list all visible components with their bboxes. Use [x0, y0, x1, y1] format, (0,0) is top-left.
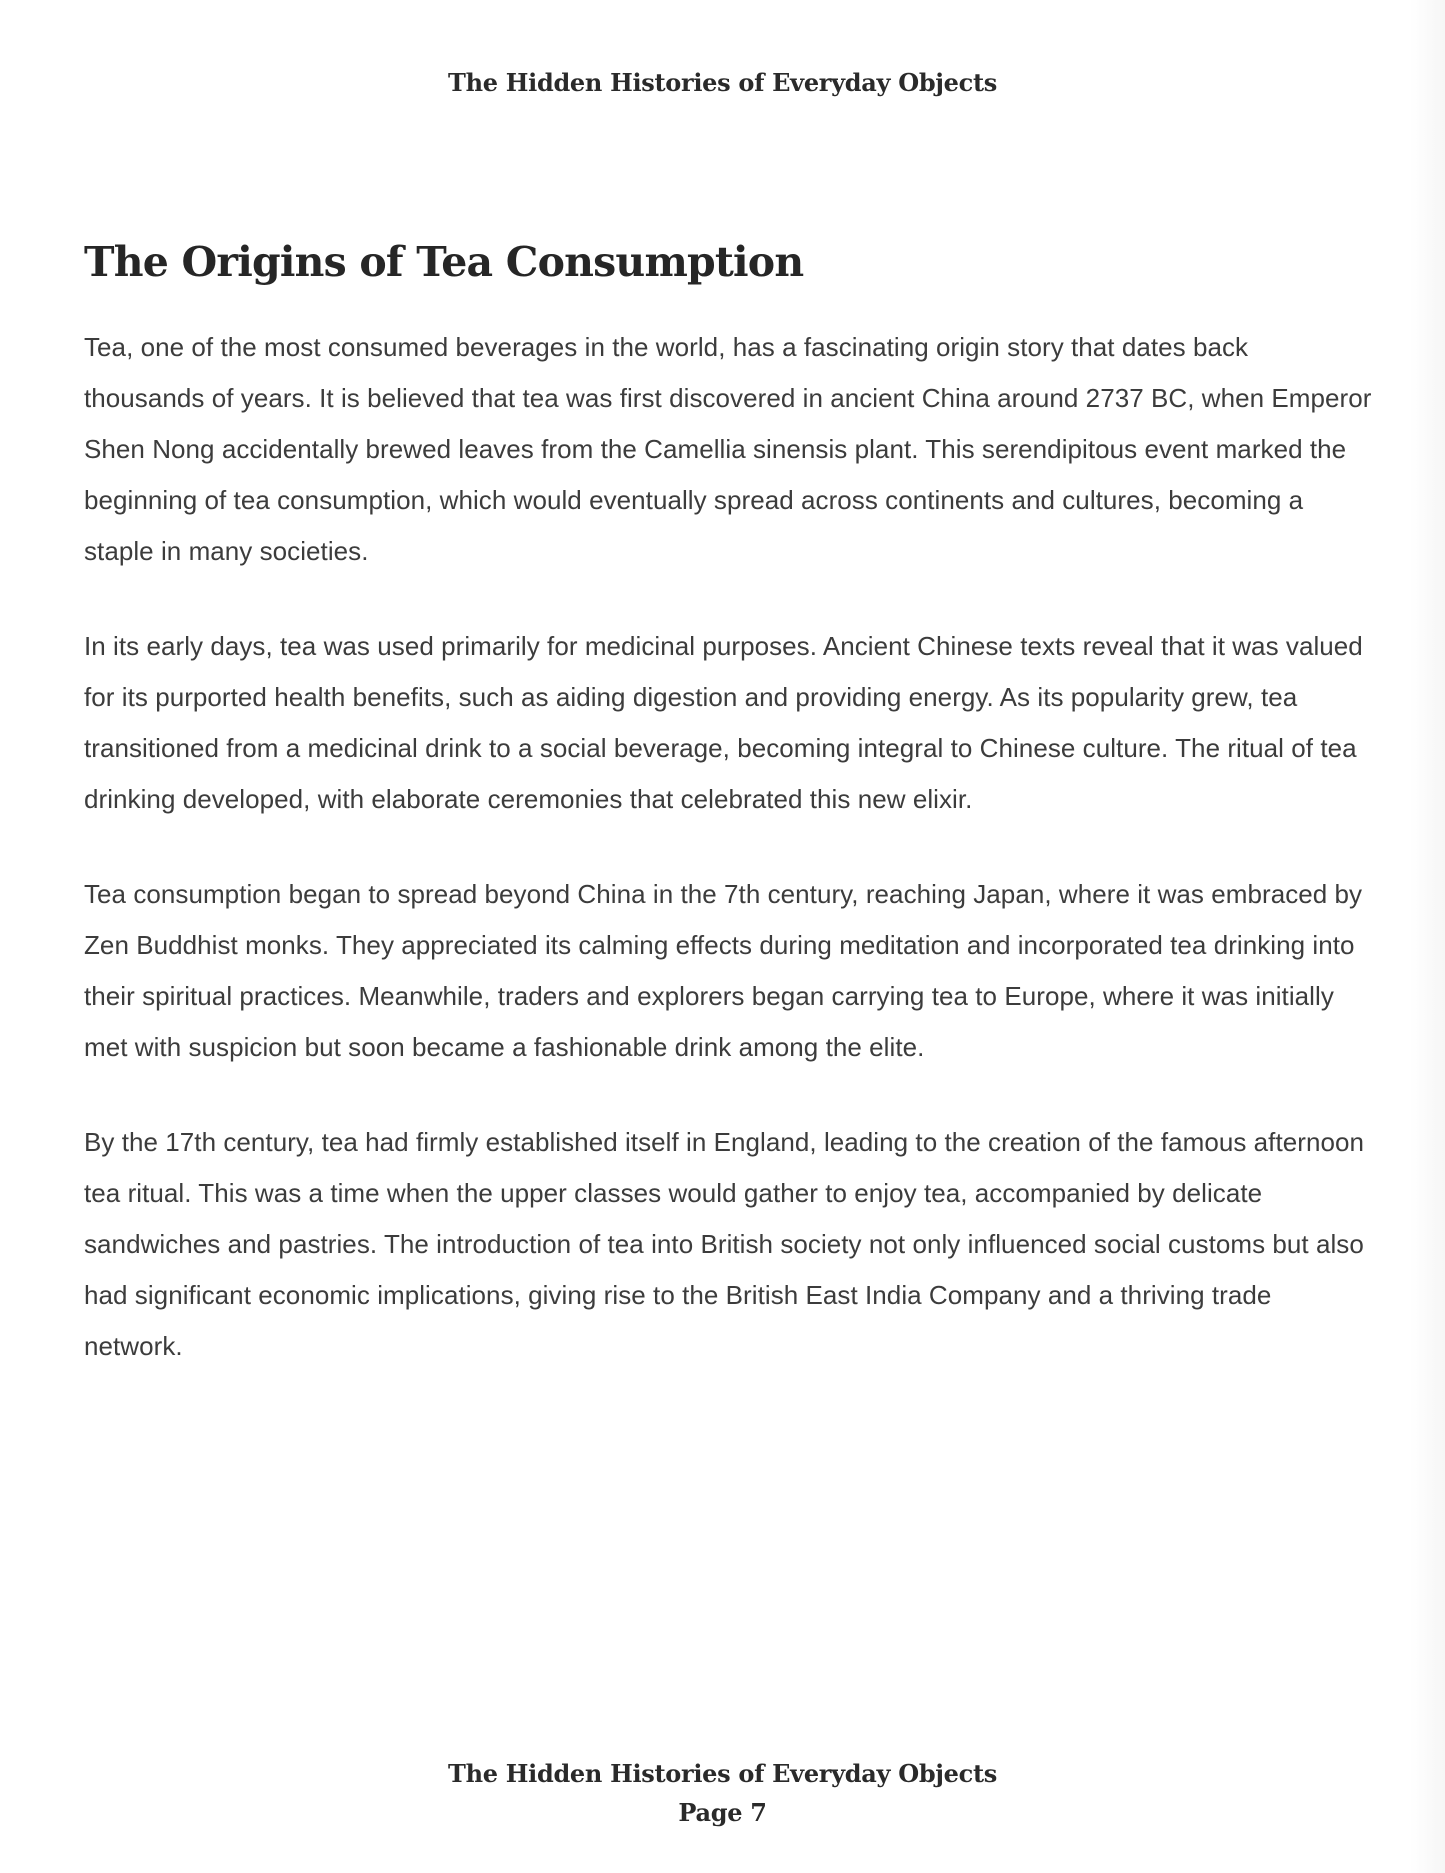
chapter-title: The Origins of Tea Consumption: [84, 238, 804, 286]
paragraph-3: Tea consumption began to spread beyond China in the 7th century, reaching Japan, where it was embraced by Zen Buddhist monks. They appreciated its calming effects during meditation and incorporated tea drinking into their spiritual practices. Meanwhile, traders and explorers began carrying tea to Europe, where it was initially met with suspicion but soon became a fashionable drink among the elite.: [84, 879, 1363, 1062]
chapter-body: [84, 232, 1374, 1416]
page-number: Page 7: [678, 1798, 767, 1827]
running-header: The Hidden Histories of Everyday Objects: [448, 68, 997, 97]
running-footer: [0, 1754, 1445, 1832]
footer-book-title: The Hidden Histories of Everyday Objects: [448, 1759, 997, 1788]
paragraph-1: Tea, one of the most consumed beverages in the world, has a fascinating origin story that dates back thousands of years. It is believed that tea was first discovered in ancient China around 2737 BC, when Emperor Shen Nong accidentally brewed leaves from the Camellia sinensis plant. This serendipitous event marked the beginning of tea consumption, which would eventually spread across continents and cultures, becoming a staple in many societies.: [84, 332, 1372, 566]
paragraph-4: By the 17th century, tea had firmly established itself in England, leading to the creation of the famous afternoon tea ritual. This was a time when the upper classes would gather to enjoy tea, accompanied by delicate sandwiches and pastries. The introduction of tea into British society not only influenced social customs but also had significant economic implications, giving rise to the British East India Company and a thriving trade network.: [84, 1127, 1364, 1361]
paragraph-2: In its early days, tea was used primarily for medicinal purposes. Ancient Chinese texts reveal that it was valued for its purported health benefits, such as aiding digestion and providing energy. As its popularity grew, tea transitioned from a medicinal drink to a social beverage, becoming integral to Chinese culture. The ritual of tea drinking developed, with elaborate ceremonies that celebrated this new elixir.: [84, 631, 1363, 814]
